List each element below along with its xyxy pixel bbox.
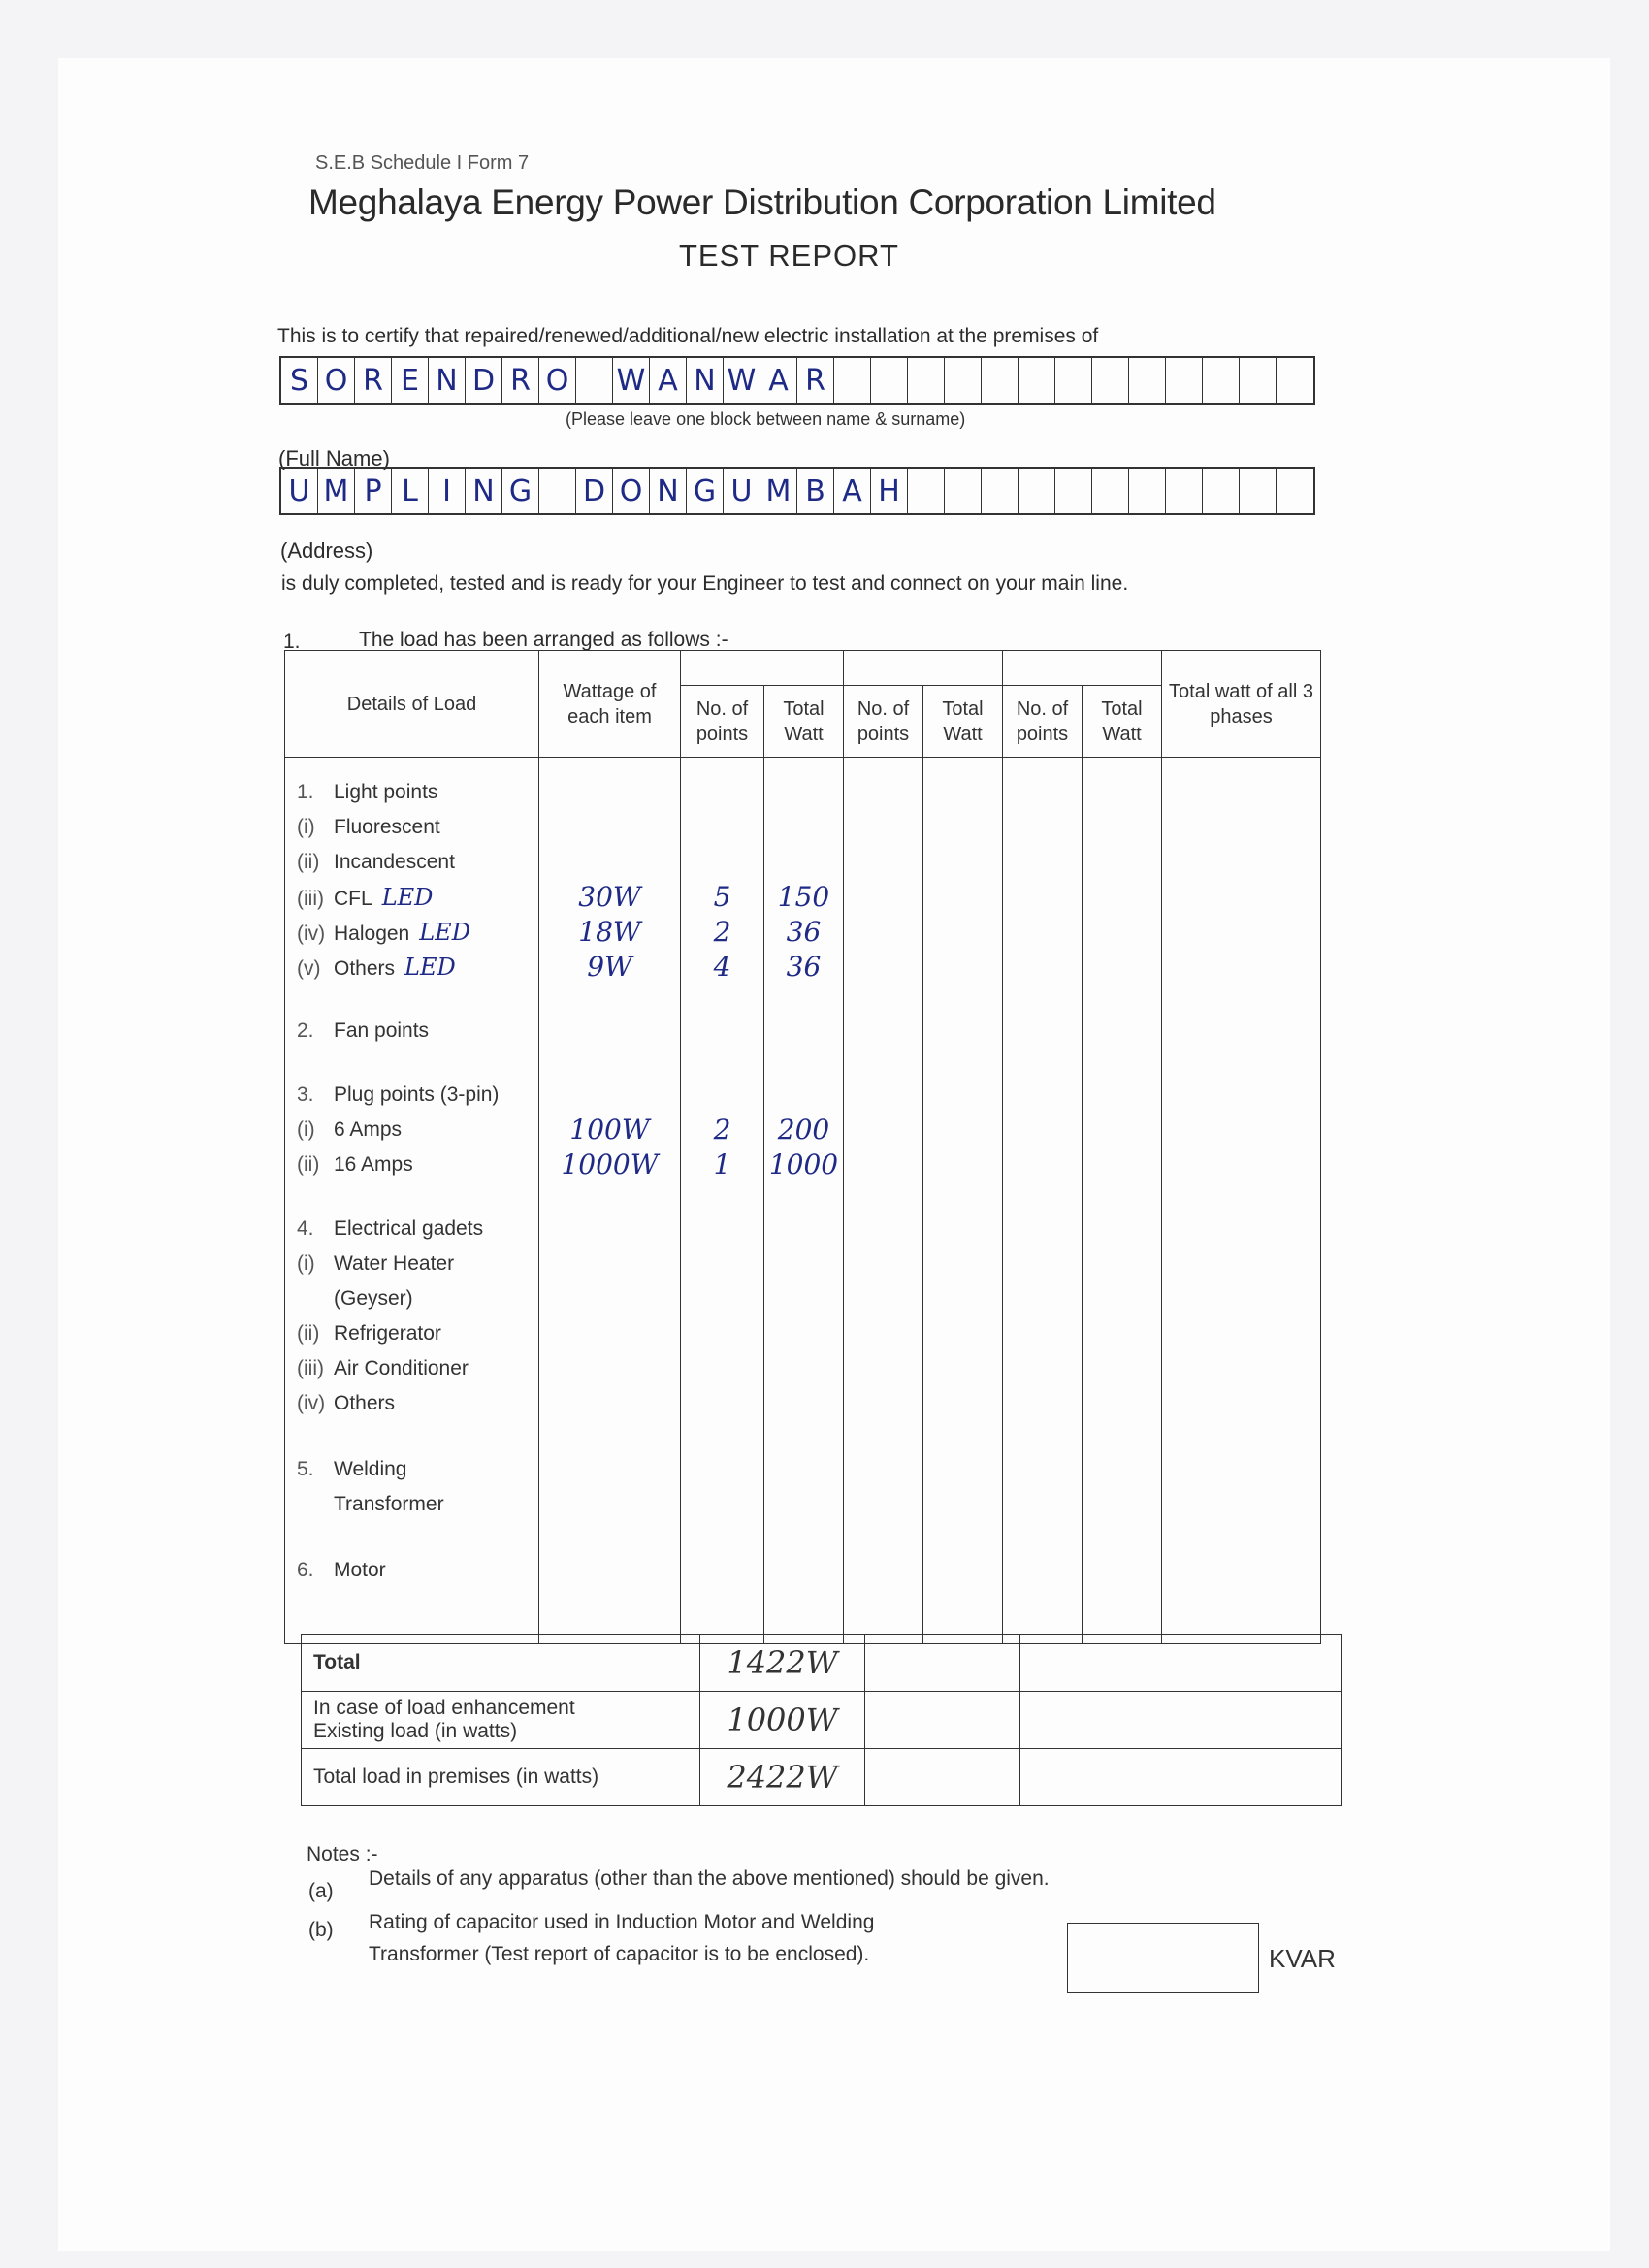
letter-box[interactable]: D (466, 358, 502, 403)
total-watt-value (764, 1212, 843, 1247)
load-item (285, 1386, 538, 1421)
total-watt-value (764, 1281, 843, 1316)
certify-text: This is to certify that repaired/renewed/additional/new electric installation at the premises of (277, 325, 1099, 347)
total-watt-value (764, 1014, 843, 1049)
total-watt-value (764, 1487, 843, 1522)
points-value (681, 1247, 763, 1281)
load-item-number: (ii) (297, 1153, 320, 1176)
row-spacer (764, 1522, 843, 1553)
load-arrangement-intro: The load has been arranged as follows :- (359, 629, 728, 651)
load-item-label: Water Heater (334, 1252, 455, 1275)
schedule-reference: S.E.B Schedule I Form 7 (315, 152, 530, 174)
points-value (681, 845, 763, 880)
wattage-value: 1000W (561, 1149, 659, 1181)
load-item-number: (iii) (297, 1357, 324, 1379)
points-value (681, 810, 763, 845)
load-item (285, 1316, 538, 1351)
letter-box[interactable]: U (281, 469, 318, 513)
wattage-value (539, 1452, 680, 1487)
points-value: 4 (713, 951, 731, 983)
handwritten-note: LED (419, 919, 470, 946)
load-item (285, 1247, 538, 1281)
letter-box[interactable] (1277, 358, 1313, 403)
load-item (285, 1553, 538, 1588)
empty-cell (865, 1692, 1020, 1749)
empty-cell (1020, 1635, 1180, 1692)
empty-cell (844, 758, 923, 1644)
row-spacer (539, 1183, 680, 1212)
total-watt-value (764, 1452, 843, 1487)
wattage-value (539, 845, 680, 880)
letter-box[interactable]: U (724, 469, 760, 513)
points-column (681, 758, 764, 1644)
load-item-label: Light points (334, 781, 438, 803)
load-item (285, 1281, 538, 1316)
total-watt-value: 150 (777, 881, 830, 913)
enhancement-label (302, 1692, 700, 1749)
load-item (285, 1351, 538, 1386)
load-item-label: Others (334, 957, 396, 980)
header-total-all-phases: Total watt of all 3 phases (1162, 651, 1321, 758)
load-item-label: Incandescent (334, 851, 455, 873)
row-spacer (539, 1421, 680, 1452)
wattage-value: 100W (569, 1114, 650, 1146)
phase-2-header (844, 651, 1003, 686)
header-total-watt: Total Watt (1083, 686, 1162, 758)
letter-box[interactable]: W (724, 358, 760, 403)
row-spacer (764, 985, 843, 1014)
letter-box[interactable] (1018, 469, 1055, 513)
load-item (285, 1014, 538, 1049)
row-spacer (681, 985, 763, 1014)
letter-box[interactable] (1240, 358, 1277, 403)
full-name-label: (Full Name) (278, 446, 390, 470)
row-spacer (681, 1183, 763, 1212)
empty-cell (1083, 758, 1162, 1644)
load-item-label: Electrical gadets (334, 1217, 484, 1240)
note-b-text: Rating of capacitor used in Induction Motor and Welding Transformer (Test report of capacitor is to be enclosed). (369, 1911, 875, 1965)
total-watt-value (764, 1553, 843, 1588)
load-item (285, 1148, 538, 1183)
row-spacer (539, 985, 680, 1014)
existing-load-value: 1000W (700, 1692, 865, 1749)
empty-cell (1180, 1749, 1342, 1806)
load-item-number: (i) (297, 1118, 315, 1141)
letter-box[interactable]: R (502, 358, 539, 403)
load-item-number: (v) (297, 957, 321, 980)
load-item-label: Welding (334, 1458, 407, 1480)
handwritten-note: LED (404, 954, 456, 981)
letter-box[interactable] (539, 469, 576, 513)
empty-cell (1180, 1635, 1342, 1692)
letter-box[interactable]: G (502, 469, 539, 513)
letter-box[interactable]: O (318, 358, 355, 403)
row-spacer (539, 1049, 680, 1078)
wattage-value (539, 775, 680, 810)
letter-box[interactable]: I (429, 469, 466, 513)
points-value (681, 1281, 763, 1316)
load-item-number: (iv) (297, 1392, 326, 1414)
letter-box[interactable] (1166, 469, 1203, 513)
total-value: 1422W (700, 1635, 865, 1692)
load-item-label: Halogen (334, 923, 410, 945)
wattage-value (539, 1281, 680, 1316)
row-spacer (285, 1183, 538, 1212)
letter-box[interactable] (1092, 358, 1129, 403)
load-item-label: Plug points (3-pin) (334, 1084, 500, 1106)
points-value (681, 1386, 763, 1421)
letter-box[interactable] (1277, 469, 1313, 513)
points-value: 2 (713, 916, 731, 948)
letter-box[interactable] (1129, 358, 1166, 403)
load-item-label: 16 Amps (334, 1153, 413, 1176)
wattage-value: 30W (578, 881, 641, 913)
letter-box[interactable] (576, 358, 613, 403)
load-item-number: (iii) (297, 888, 324, 910)
load-item-number: (ii) (297, 851, 320, 873)
letter-box[interactable] (908, 469, 945, 513)
load-item-label: Transformer (334, 1493, 444, 1515)
total-watt-column (764, 758, 844, 1644)
completion-statement: is duly completed, tested and is ready for your Engineer to test and connect on your main line. (281, 572, 1129, 595)
header-total-watt: Total Watt (764, 686, 844, 758)
note-a-text: Details of any apparatus (other than the above mentioned) should be given. (369, 1867, 1050, 1890)
points-value (681, 1014, 763, 1049)
empty-cell (1162, 758, 1321, 1644)
load-item-label: Fluorescent (334, 816, 440, 838)
load-item-number: (iv) (297, 923, 326, 945)
wattage-value (539, 1078, 680, 1113)
header-points: No. of points (1003, 686, 1083, 758)
letter-box[interactable] (945, 358, 982, 403)
letter-box[interactable]: N (429, 358, 466, 403)
letter-box[interactable] (1166, 358, 1203, 403)
total-watt-value: 200 (777, 1114, 830, 1146)
row-spacer (681, 1421, 763, 1452)
letter-box[interactable] (908, 358, 945, 403)
letter-box[interactable]: A (760, 358, 797, 403)
row-spacer (764, 1183, 843, 1212)
totals-table (301, 1634, 1342, 1806)
load-item (285, 880, 538, 915)
notes-heading: Notes :- (307, 1843, 378, 1865)
row-spacer (681, 1522, 763, 1553)
empty-cell (1003, 758, 1083, 1644)
phase-3-header (1003, 651, 1162, 686)
letter-box[interactable]: B (797, 469, 834, 513)
row-spacer (285, 1049, 538, 1078)
letter-box[interactable] (871, 358, 908, 403)
load-item-number: 3. (297, 1084, 314, 1106)
row-spacer (285, 1522, 538, 1553)
load-item-number: (ii) (297, 1322, 320, 1345)
wattage-value (539, 1316, 680, 1351)
load-item-number: 4. (297, 1217, 314, 1240)
letter-box[interactable] (982, 469, 1018, 513)
points-value: 1 (713, 1149, 731, 1181)
organization-name: Meghalaya Energy Power Distribution Corporation Limited (308, 182, 1216, 222)
empty-cell (865, 1749, 1020, 1806)
empty-cell (1180, 1692, 1342, 1749)
capacitor-rating-box[interactable] (1067, 1923, 1259, 1993)
load-item-number: (i) (297, 816, 315, 838)
empty-cell (923, 758, 1003, 1644)
total-watt-value: 36 (786, 916, 822, 948)
points-value (681, 1078, 763, 1113)
wattage-value (539, 1212, 680, 1247)
wattage-value: 9W (587, 951, 632, 983)
load-item (285, 845, 538, 880)
load-item (285, 1212, 538, 1247)
load-item (285, 915, 538, 950)
note-b-label: (b) (308, 1919, 334, 1941)
wattage-value (539, 1386, 680, 1421)
letter-box[interactable]: A (834, 469, 871, 513)
total-label: Total (302, 1635, 700, 1692)
letter-box[interactable] (945, 469, 982, 513)
letter-box[interactable]: A (650, 358, 687, 403)
load-item-number: 6. (297, 1559, 314, 1581)
kvar-unit: KVAR (1269, 1944, 1336, 1973)
wattage-value (539, 810, 680, 845)
row-spacer (285, 985, 538, 1014)
total-watt-value (764, 775, 843, 810)
handwritten-note: LED (381, 884, 434, 911)
letter-box[interactable] (1055, 469, 1092, 513)
enhancement-label-line-1: In case of load enhancement (313, 1697, 575, 1719)
letter-box[interactable]: D (576, 469, 613, 513)
wattage-column (539, 758, 681, 1644)
letter-box[interactable] (1240, 469, 1277, 513)
letter-box[interactable] (1129, 469, 1166, 513)
load-item-label: Refrigerator (334, 1322, 441, 1345)
address-boxes[interactable] (279, 467, 1315, 515)
letter-box[interactable] (1018, 358, 1055, 403)
wattage-value: 18W (578, 916, 641, 948)
load-item-label: Fan points (334, 1020, 430, 1042)
details-column (285, 758, 539, 1644)
points-value (681, 1212, 763, 1247)
points-value: 5 (713, 881, 731, 913)
row-spacer (764, 1049, 843, 1078)
header-points: No. of points (844, 686, 923, 758)
letter-box[interactable]: P (355, 469, 392, 513)
load-item-number: 2. (297, 1020, 314, 1042)
points-value (681, 1452, 763, 1487)
load-item (285, 1078, 538, 1113)
empty-cell (1020, 1749, 1180, 1806)
letter-box[interactable] (1055, 358, 1092, 403)
letter-box[interactable]: W (613, 358, 650, 403)
load-item (285, 1452, 538, 1487)
name-boxes[interactable] (279, 356, 1315, 405)
points-value (681, 1487, 763, 1522)
name-hint: (Please leave one block between name & surname) (566, 409, 966, 429)
letter-box[interactable] (1203, 469, 1240, 513)
wattage-value (539, 1351, 680, 1386)
row-spacer (681, 1049, 763, 1078)
total-watt-value (764, 1386, 843, 1421)
total-watt-value (764, 1247, 843, 1281)
letter-box[interactable]: N (650, 469, 687, 513)
load-item (285, 1113, 538, 1148)
load-item-label: 6 Amps (334, 1118, 403, 1141)
load-item-label: Motor (334, 1559, 386, 1581)
letter-box[interactable]: G (687, 469, 724, 513)
load-item-label: Air Conditioner (334, 1357, 469, 1379)
load-item-number: 5. (297, 1458, 314, 1480)
total-watt-value (764, 810, 843, 845)
premises-value: 2422W (700, 1749, 865, 1806)
letter-box[interactable]: H (871, 469, 908, 513)
header-total-watt: Total Watt (923, 686, 1003, 758)
letter-box[interactable]: O (613, 469, 650, 513)
letter-box[interactable]: M (318, 469, 355, 513)
letter-box[interactable]: S (281, 358, 318, 403)
empty-cell (865, 1635, 1020, 1692)
enhancement-label-line-2: Existing load (in watts) (313, 1720, 518, 1742)
row-spacer (539, 1522, 680, 1553)
letter-box[interactable] (1203, 358, 1240, 403)
load-item-label: Others (334, 1392, 396, 1414)
address-label: (Address) (280, 538, 373, 563)
points-value (681, 1553, 763, 1588)
row-spacer (764, 1421, 843, 1452)
letter-box[interactable] (982, 358, 1018, 403)
points-value: 2 (713, 1114, 731, 1146)
letter-box[interactable]: E (392, 358, 429, 403)
load-item (285, 810, 538, 845)
header-wattage: Wattage of each item (539, 651, 681, 758)
total-watt-value (764, 1078, 843, 1113)
letter-box[interactable]: O (539, 358, 576, 403)
points-value (681, 775, 763, 810)
wattage-value (539, 1247, 680, 1281)
header-points: No. of points (681, 686, 764, 758)
total-watt-value (764, 1316, 843, 1351)
points-value (681, 1316, 763, 1351)
phase-1-header (681, 651, 844, 686)
load-table (284, 650, 1321, 1644)
total-watt-value: 36 (786, 951, 822, 983)
letter-box[interactable]: R (355, 358, 392, 403)
premises-label: Total load in premises (in watts) (302, 1749, 700, 1806)
total-watt-value: 1000 (768, 1149, 839, 1181)
load-item (285, 950, 538, 985)
header-details: Details of Load (285, 651, 539, 758)
load-item-number: 1. (297, 781, 314, 803)
load-item (285, 775, 538, 810)
empty-cell (1020, 1692, 1180, 1749)
wattage-value (539, 1487, 680, 1522)
load-item-number: (i) (297, 1252, 315, 1275)
letter-box[interactable]: L (392, 469, 429, 513)
note-a-label: (a) (308, 1880, 334, 1902)
report-title: TEST REPORT (679, 239, 899, 273)
wattage-value (539, 1014, 680, 1049)
total-watt-value (764, 1351, 843, 1386)
letter-box[interactable]: N (466, 469, 502, 513)
wattage-value (539, 1553, 680, 1588)
load-item-label: CFL (334, 888, 372, 910)
letter-box[interactable]: M (760, 469, 797, 513)
points-value (681, 1351, 763, 1386)
letter-box[interactable]: R (797, 358, 834, 403)
load-item (285, 1487, 538, 1522)
item-number: 1. (283, 631, 301, 653)
letter-box[interactable] (834, 358, 871, 403)
load-item-label: (Geyser) (334, 1287, 413, 1310)
letter-box[interactable]: N (687, 358, 724, 403)
letter-box[interactable] (1092, 469, 1129, 513)
total-watt-value (764, 845, 843, 880)
row-spacer (285, 1421, 538, 1452)
